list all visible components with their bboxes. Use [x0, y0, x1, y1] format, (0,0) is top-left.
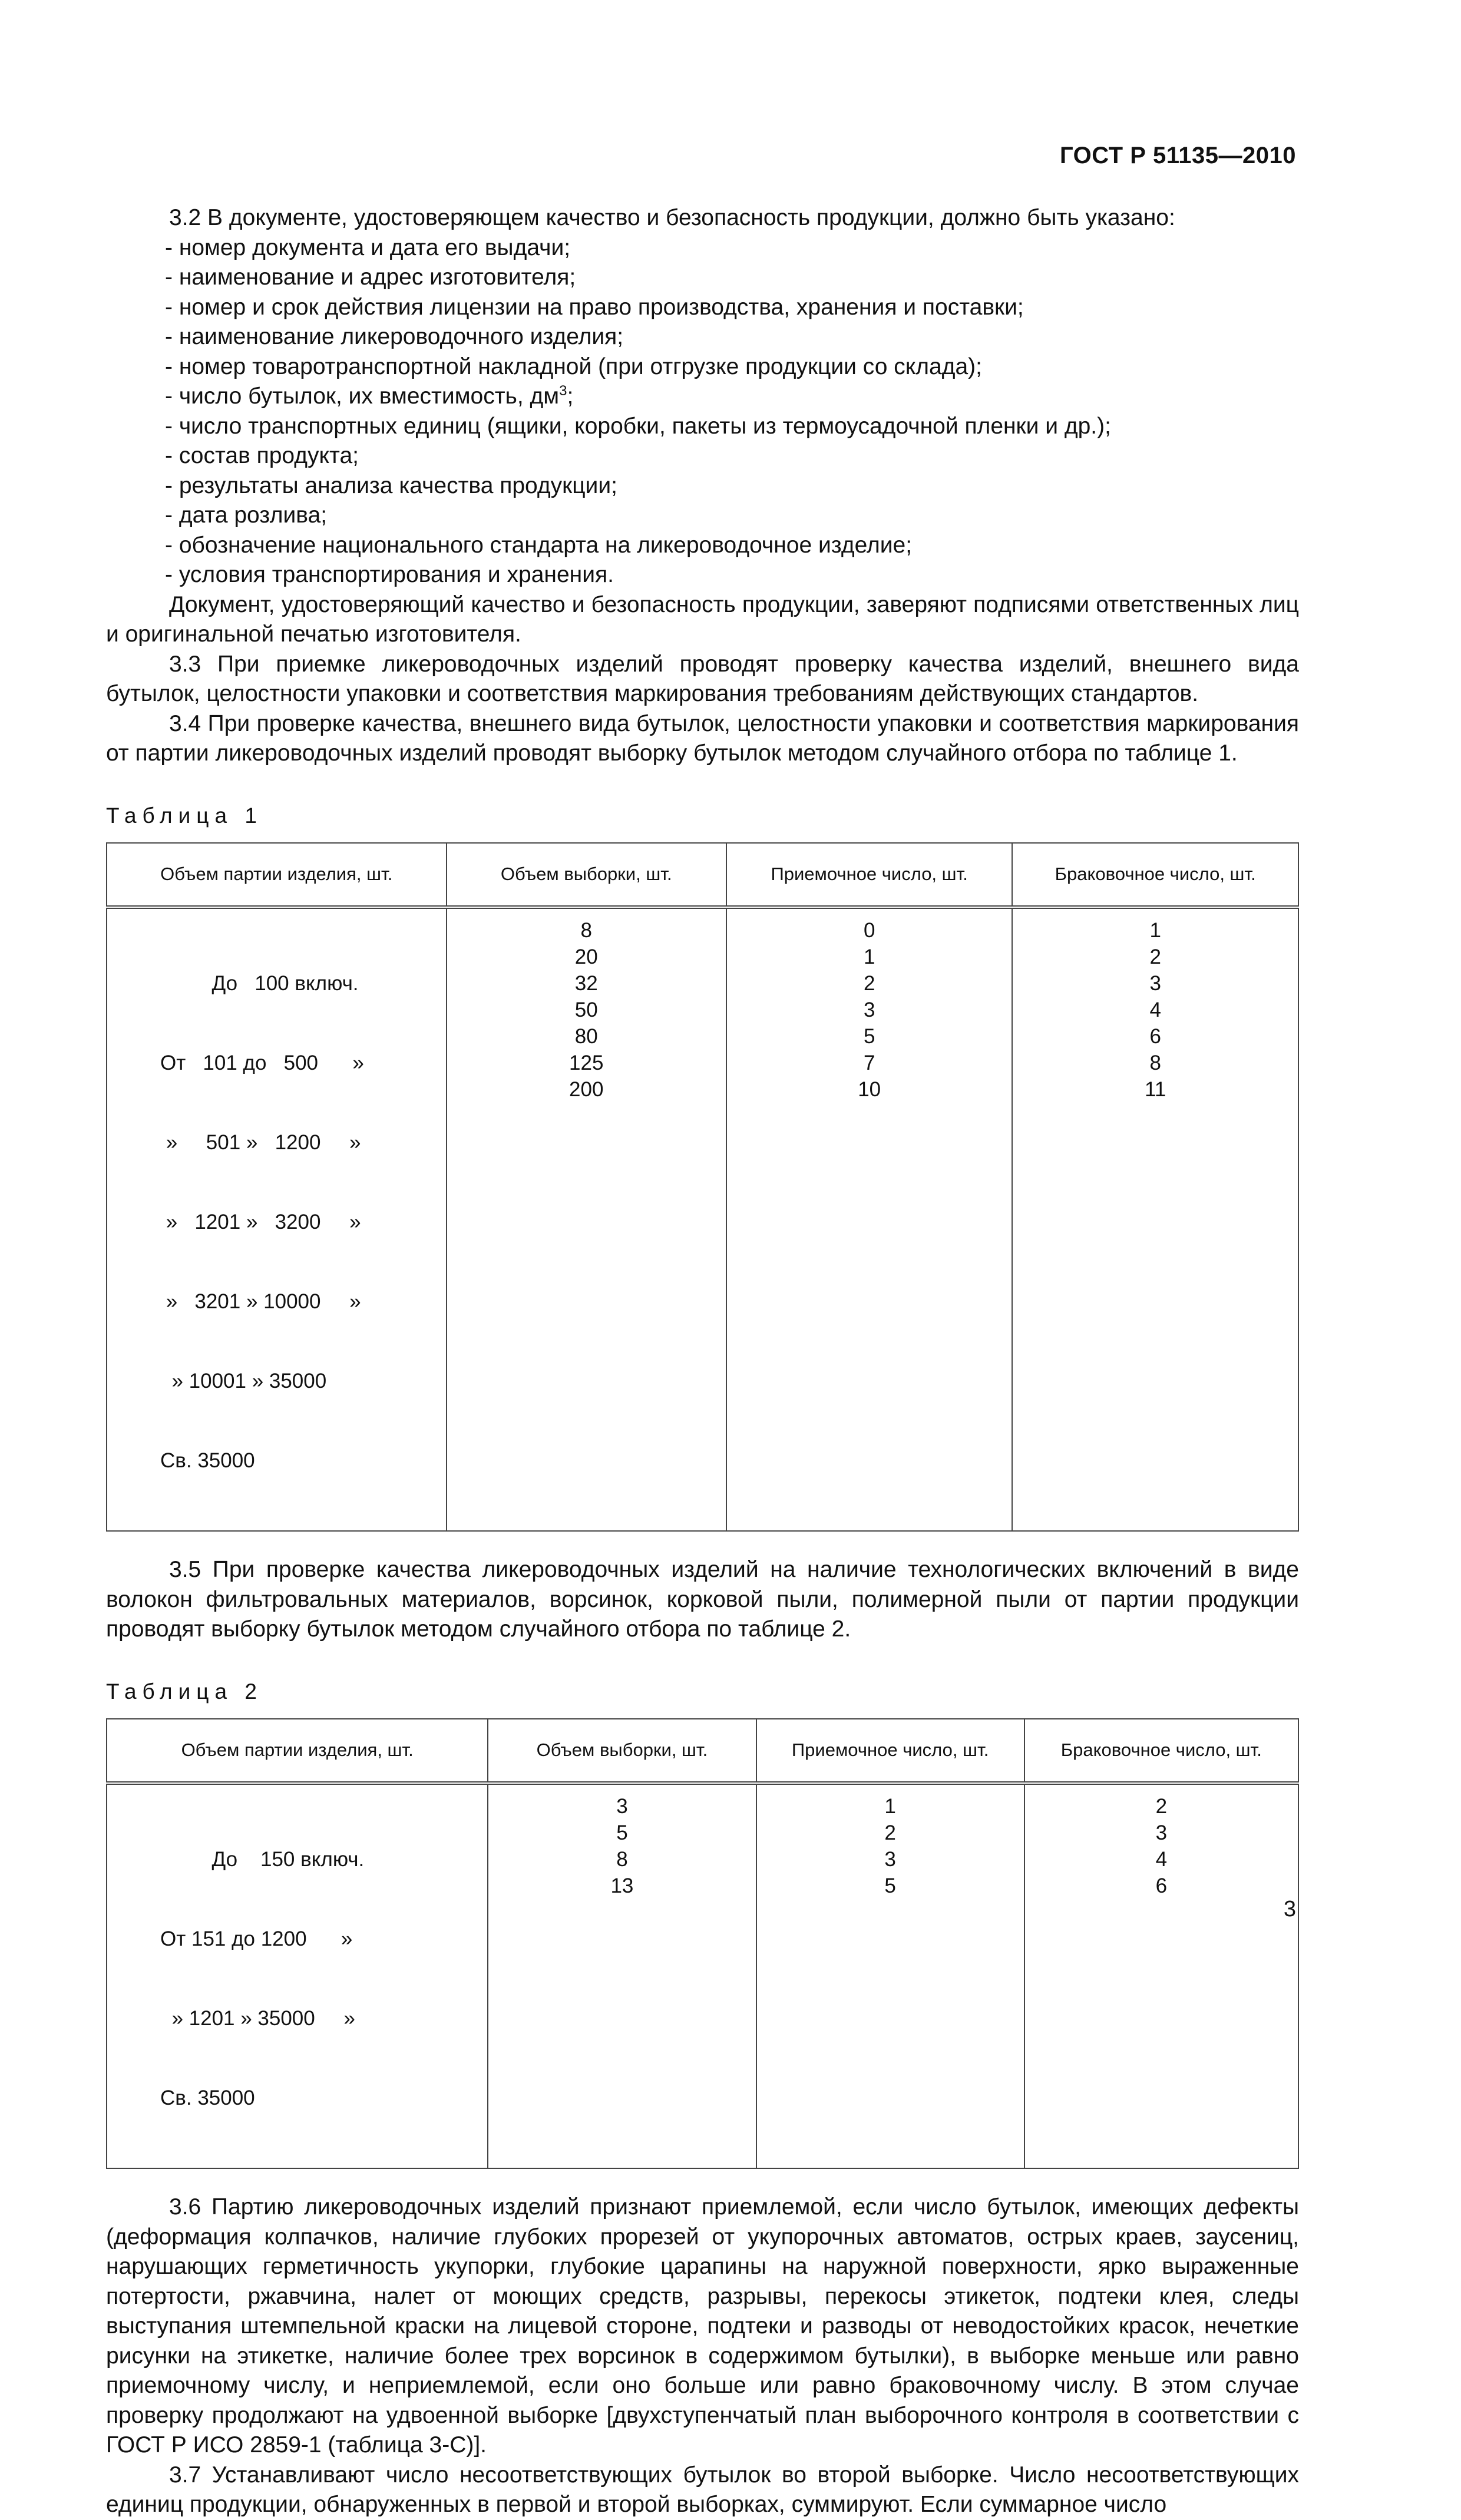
list-item-text: - число бутылок, их вместимость, дм — [165, 383, 560, 409]
lot-size-cell — [107, 907, 447, 1531]
sample-size: 8 — [580, 919, 592, 942]
acceptance-number: 1 — [884, 1795, 896, 1818]
acceptance-number: 5 — [884, 1874, 896, 1897]
sample-size-cell — [447, 907, 726, 1531]
table-1-caption: Таблица 1 — [106, 803, 263, 828]
sample-size: 3 — [616, 1795, 628, 1818]
sample-size: 80 — [574, 1025, 598, 1048]
column-header-lot-size: Объем партии изделия, шт. — [107, 1719, 488, 1783]
rejection-number: 3 — [1149, 972, 1161, 995]
lot-size: » 3201 » 10000 » — [160, 1290, 361, 1313]
rejection-number: 2 — [1149, 945, 1161, 968]
lot-size: Св. 35000 — [160, 2086, 255, 2109]
list-item: - условия транспортирования и хранения. — [165, 562, 614, 587]
acceptance-number: 0 — [863, 919, 875, 942]
column-header-sample-size: Объем выборки, шт. — [447, 843, 726, 907]
rejection-number: 8 — [1149, 1051, 1161, 1074]
list-item-suffix: ; — [567, 383, 574, 409]
unit-superscript: 3 — [559, 383, 567, 399]
sample-size: 13 — [610, 1874, 634, 1897]
sample-size: 5 — [616, 1821, 628, 1844]
list-item: - наименование ликероводочного изделия; — [165, 324, 624, 349]
acceptance-number: 3 — [863, 998, 875, 1021]
section-3-5: 3.5 При проверке качества ликероводочных изделий на наличие технологических включений в виде волокон фильтровальных материалов, ворсинок, корковой пыли, полимерной пыли от партии продукции проводят выборку бутылок методом случайного отбора по таблице 2. — [106, 1557, 1299, 1642]
section-3-7: 3.7 Устанавливают число несоответствующих бутылок во второй выборке. Число несоответствующих единиц продукции, обнаруженных в первой и второй выборках, суммируют. Если суммарное число — [106, 2462, 1299, 2517]
lot-size: До 150 включ. — [160, 1848, 365, 1871]
rejection-number: 6 — [1149, 1025, 1161, 1048]
document-body — [106, 203, 1299, 2520]
sample-size: 8 — [616, 1848, 628, 1871]
sample-size: 125 — [569, 1051, 604, 1074]
standard-designation: ГОСТ Р 51135—2010 — [1060, 143, 1296, 168]
lot-size: » 10001 » 35000 — [160, 1370, 327, 1393]
lot-size: Св. 35000 — [160, 1449, 255, 1472]
section-3-2-closing: Документ, удостоверяющий качество и безопасность продукции, заверяют подписями ответственных лиц и оригинальной печатью изготовителя. — [106, 591, 1299, 647]
lot-size: От 101 до 500 » — [160, 1051, 364, 1074]
table-1 — [106, 842, 1299, 1532]
list-item: - номер документа и дата его выдачи; — [165, 234, 571, 260]
sample-size: 50 — [574, 998, 598, 1021]
list-item: - результаты анализа качества продукции; — [165, 472, 617, 498]
list-item: - число транспортных единиц (ящики, коробки, пакеты из термоусадочной пленки и др.); — [165, 413, 1111, 439]
column-header-rejection-number: Браковочное число, шт. — [1012, 843, 1298, 907]
list-item: - дата розлива; — [165, 502, 328, 528]
column-header-acceptance-number: Приемочное число, шт. — [726, 843, 1013, 907]
lot-size: От 151 до 1200 » — [160, 1927, 353, 1950]
acceptance-number: 10 — [858, 1078, 881, 1101]
lot-size: » 1201 » 35000 » — [160, 2007, 355, 2030]
rejection-number: 11 — [1145, 1078, 1166, 1101]
rejection-number: 1 — [1149, 919, 1161, 942]
list-item: - номер товаротранспортной накладной (при отгрузке продукции со склада); — [165, 353, 982, 379]
acceptance-number-cell — [726, 907, 1013, 1531]
rejection-number-cell — [1012, 907, 1298, 1531]
rejection-number: 3 — [1155, 1821, 1168, 1844]
rejection-number: 4 — [1149, 998, 1161, 1021]
sample-size: 32 — [574, 972, 598, 995]
lot-size: » 1201 » 3200 » — [160, 1211, 361, 1233]
acceptance-number-cell — [756, 1783, 1024, 2168]
acceptance-number: 1 — [863, 945, 875, 968]
table-row — [107, 1783, 1298, 2168]
list-item: - номер и срок действия лицензии на право производства, хранения и поставки; — [165, 294, 1024, 320]
rejection-number: 6 — [1155, 1874, 1168, 1897]
column-header-rejection-number: Браковочное число, шт. — [1024, 1719, 1298, 1783]
lot-size: » 501 » 1200 » — [160, 1131, 361, 1154]
acceptance-number: 3 — [884, 1848, 896, 1871]
list-item: - состав продукта; — [165, 443, 359, 468]
section-3-4: 3.4 При проверке качества, внешнего вида бутылок, целостности упаковки и соответствия маркирования от партии ликероводочных изделий проводят выборку бутылок методом случайного отбора по таблице 1. — [106, 710, 1299, 766]
rejection-number: 2 — [1155, 1795, 1168, 1818]
rejection-number-cell — [1024, 1783, 1298, 2168]
table-header-row — [107, 843, 1298, 907]
table-row — [107, 907, 1298, 1531]
section-3-2-intro: 3.2 В документе, удостоверяющем качество и безопасность продукции, должно быть указано: — [169, 205, 1175, 230]
sample-size-cell — [488, 1783, 756, 2168]
page-number: 3 — [1283, 1897, 1296, 1922]
acceptance-number: 5 — [863, 1025, 875, 1048]
list-item: - наименование и адрес изготовителя; — [165, 264, 576, 290]
list-item: - обозначение национального стандарта на ликероводочное изделие; — [165, 532, 913, 558]
section-3-3: 3.3 При приемке ликероводочных изделий проводят проверку качества изделий, внешнего вида бутылок, целостности упаковки и соответствия маркирования требованиям действующих стандартов. — [106, 651, 1299, 706]
lot-size-cell — [107, 1783, 488, 2168]
lot-size: До 100 включ. — [160, 972, 359, 995]
column-header-acceptance-number: Приемочное число, шт. — [756, 1719, 1024, 1783]
table-2-caption: Таблица 2 — [106, 1679, 263, 1704]
column-header-sample-size: Объем выборки, шт. — [488, 1719, 756, 1783]
acceptance-number: 7 — [863, 1051, 875, 1074]
section-3-6: 3.6 Партию ликероводочных изделий признают приемлемой, если число бутылок, имеющих дефекты (деформация колпачков, наличие глубоких прорезей от укупорочных автоматов, острых краев, заусениц, нарушающих герметичность укупорки, глубокие царапины на наружной поверхности, ярко выраженные потертости, ржавчина, налет от моющих средств, разрывы, перекосы этикеток, подтеки клея, следы выступания штемпельной краски на лицевой стороне, подтеки и разводы от неводостойких красок, нечеткие рисунки на этикетке, наличие более трех ворсинок в содержимом бутылки), в выборке меньше или равно приемочному числу, и неприемлемой, если оно больше или равно браковочному числу. В этом случае проверку продолжают на удвоенной выборке [двухступенчатый план выборочного контроля в соответствии с ГОСТ Р ИСО 2859-1 (таблица 3-С)]. — [106, 2194, 1299, 2458]
column-header-lot-size: Объем партии изделия, шт. — [107, 843, 447, 907]
acceptance-number: 2 — [884, 1821, 896, 1844]
rejection-number: 4 — [1155, 1848, 1168, 1871]
acceptance-number: 2 — [863, 972, 875, 995]
sample-size: 20 — [574, 945, 598, 968]
table-2 — [106, 1718, 1299, 2169]
list-item — [106, 382, 1299, 412]
sample-size: 200 — [569, 1078, 604, 1101]
table-header-row — [107, 1719, 1298, 1783]
